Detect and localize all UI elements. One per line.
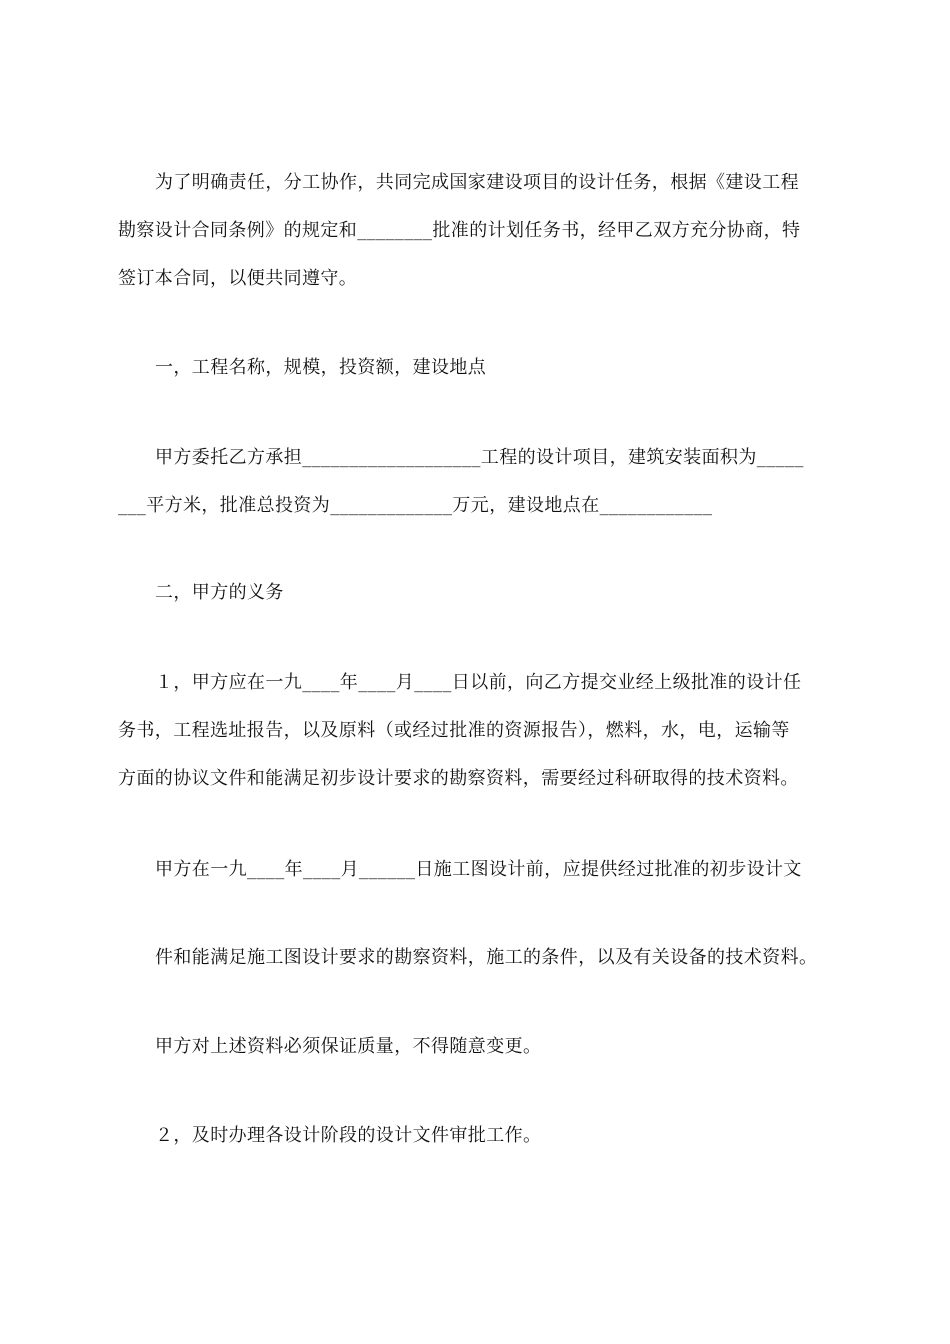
intro-paragraph-line-2: 勘察设计合同条例》的规定和________批准的计划任务书，经甲乙双方充分协商，特 [118, 220, 801, 241]
item-2: ２，及时办理各设计阶段的设计文件审批工作。 [155, 1125, 542, 1146]
section-1-paragraph-line-2: ___平方米，批准总投资为_____________万元，建设地点在____________ [118, 495, 713, 516]
paragraph-2-line-2: 件和能满足施工图设计要求的勘察资料，施工的条件，以及有关设备的技术资料。 [155, 947, 818, 968]
section-1-paragraph-line-1: 甲方委托乙方承担___________________工程的设计项目，建筑安装面积为_____ [155, 447, 804, 468]
section-1-heading: 一，工程名称，规模，投资额，建设地点 [155, 357, 487, 378]
item-1-line-1: １，甲方应在一九____年____月____日以前，向乙方提交业经上级批准的设计任 [155, 672, 802, 693]
item-1-line-2: 务书，工程选址报告，以及原料（或经过批准的资源报告），燃料，水，电，运输等 [118, 720, 790, 741]
intro-paragraph-line-3: 签订本合同，以便共同遵守。 [118, 268, 358, 289]
item-1-line-3: 方面的协议文件和能满足初步设计要求的勘察资料，需要经过科研取得的技术资料。 [118, 768, 799, 789]
paragraph-2-line-1: 甲方在一九____年____月______日施工图设计前，应提供经过批准的初步设计文 [155, 859, 802, 880]
intro-paragraph-line-1: 为了明确责任，分工协作，共同完成国家建设项目的设计任务，根据《建设工程 [155, 172, 799, 193]
paragraph-3: 甲方对上述资料必须保证质量，不得随意变更。 [155, 1036, 542, 1057]
section-2-heading: 二，甲方的义务 [155, 582, 284, 603]
